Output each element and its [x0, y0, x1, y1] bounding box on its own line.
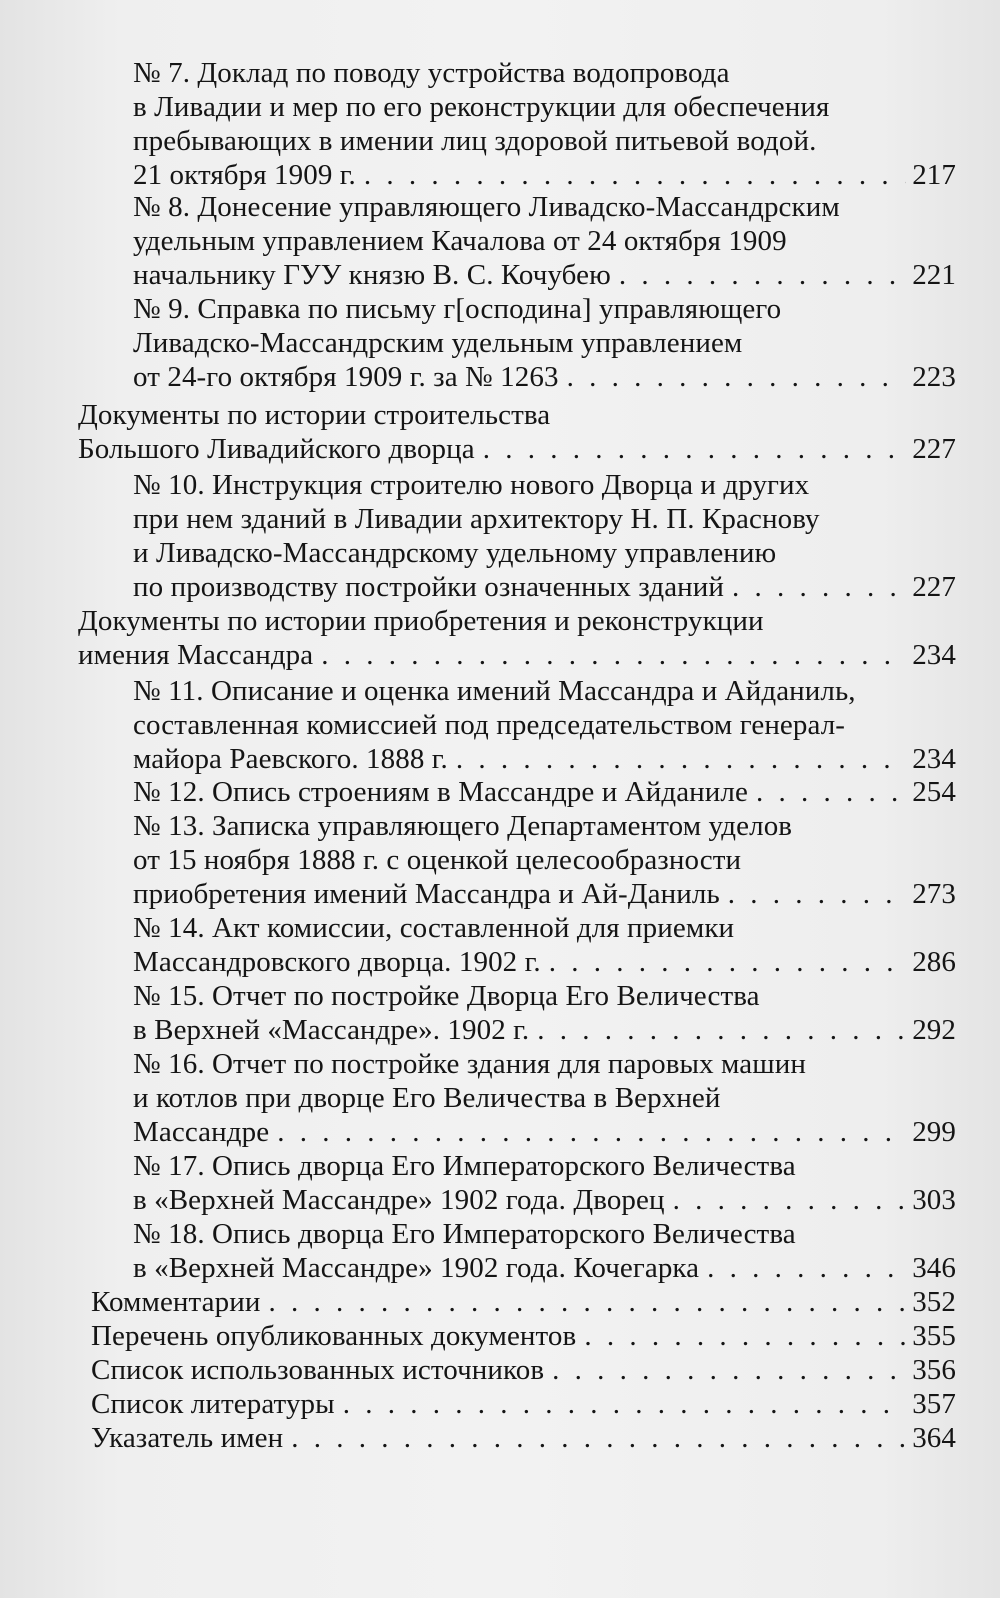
toc-entry-last-line: [133, 570, 956, 604]
toc-entry-literature[interactable]: [91, 1387, 956, 1421]
dot-leader: [364, 158, 906, 192]
toc-entry-last-line: [133, 945, 956, 979]
toc-entry-last-line: [133, 360, 956, 394]
page-number: 352: [912, 1286, 956, 1318]
dot-leader: [291, 1421, 906, 1455]
toc-entry-last-line: [91, 1353, 956, 1387]
toc-entry-text: № 17. Опись дворца Его Императорского Величества: [133, 1150, 796, 1182]
toc-entry-text: по производству постройки означенных зданий: [133, 571, 725, 603]
toc-entry-last-line: [78, 432, 956, 466]
toc-entry-text: Ливадско-Массандрским удельным управлением: [133, 327, 743, 359]
dot-leader: [456, 742, 906, 776]
page-number: 234: [912, 743, 956, 775]
toc-entry-text: № 12. Опись строениям в Массандре и Айданиле: [133, 776, 748, 808]
toc-entry-text: в Ливадии и мер по его реконструкции для обеспечения: [133, 91, 830, 123]
toc-entry-text: Указатель имен: [91, 1422, 284, 1454]
toc-entry-last-line: [133, 742, 956, 776]
toc-entry-text: составленная комиссией под председательством генерал-: [133, 709, 846, 741]
toc-section-livadia-palace[interactable]: [78, 398, 956, 466]
page-number: 356: [912, 1354, 956, 1386]
page-number: 234: [912, 639, 956, 671]
toc-entry-text: № 9. Справка по письму г[осподина] управляющего: [133, 293, 782, 325]
dot-leader: [268, 1285, 906, 1319]
toc-entry-text: № 8. Донесение управляющего Ливадско-Массандрским: [133, 191, 840, 223]
page-number: 286: [912, 946, 956, 978]
dot-leader: [584, 1319, 906, 1353]
dot-leader: [549, 945, 906, 979]
toc-entry-text: № 14. Акт комиссии, составленной для приемки: [133, 912, 735, 944]
toc-entry-last-line: [91, 1387, 956, 1421]
dot-leader: [707, 1251, 906, 1285]
toc-entry-doc-7[interactable]: [133, 56, 956, 192]
toc-entry-text: Документы по истории приобретения и реконструкции: [78, 605, 764, 637]
toc-entry-doc-18[interactable]: [133, 1217, 956, 1285]
toc-entry-text: Список литературы: [91, 1388, 335, 1420]
toc-section-massandra[interactable]: [78, 604, 956, 672]
dot-leader: [321, 638, 906, 672]
page-number: 227: [912, 571, 956, 603]
page-number: 299: [912, 1116, 956, 1148]
toc-entry-last-line: [133, 1013, 956, 1047]
toc-entry-comments[interactable]: [91, 1285, 956, 1319]
page-number: 223: [912, 361, 956, 393]
toc-entry-last-line: [78, 638, 956, 672]
toc-entry-doc-10[interactable]: [133, 468, 956, 604]
toc-entry-last-line: [91, 1285, 956, 1319]
toc-entry-published-documents[interactable]: [91, 1319, 956, 1353]
page-number: 292: [912, 1014, 956, 1046]
toc-entry-last-line: [133, 1183, 956, 1217]
toc-entry-last-line: [133, 258, 956, 292]
page-number: 273: [912, 878, 956, 910]
toc-entry-doc-14[interactable]: [133, 911, 956, 979]
dot-leader: [732, 570, 906, 604]
toc-entry-text: от 15 ноября 1888 г. с оценкой целесообразности: [133, 844, 742, 876]
toc-entry-sources[interactable]: [91, 1353, 956, 1387]
toc-entry-last-line: [91, 1319, 956, 1353]
toc-entry-doc-17[interactable]: [133, 1149, 956, 1217]
toc-entry-text: пребывающих в имении лиц здоровой питьевой водой.: [133, 125, 817, 157]
toc-entry-text: Массандре: [133, 1116, 270, 1148]
toc-entry-last-line: [133, 775, 956, 809]
page-number: 303: [912, 1184, 956, 1216]
toc-entry-last-line: [133, 877, 956, 911]
toc-entry-text: № 13. Записка управляющего Департаментом уделов: [133, 810, 793, 842]
toc-entry-text: в «Верхней Массандре» 1902 года. Дворец: [133, 1184, 665, 1216]
dot-leader: [756, 775, 906, 809]
toc-entry-last-line: [91, 1421, 956, 1455]
toc-entry-text: в Верхней «Массандре». 1902 г.: [133, 1014, 530, 1046]
page-number: 221: [912, 259, 956, 291]
toc-entry-text: в «Верхней Массандре» 1902 года. Кочегарка: [133, 1252, 700, 1284]
toc-entry-doc-8[interactable]: [133, 190, 956, 292]
dot-leader: [619, 258, 906, 292]
toc-entry-text: майора Раевского. 1888 г.: [133, 743, 448, 775]
toc-entry-last-line: [133, 1115, 956, 1149]
toc-entry-text: начальнику ГУУ князю В. С. Кочубею: [133, 259, 611, 291]
toc-entry-text: удельным управлением Качалова от 24 октября 1909: [133, 225, 787, 257]
dot-leader: [728, 877, 906, 911]
toc-entry-text: № 10. Инструкция строителю нового Дворца и других: [133, 469, 810, 501]
toc-entry-text: № 15. Отчет по постройке Дворца Его Величества: [133, 980, 760, 1012]
toc-entry-doc-13[interactable]: [133, 809, 956, 911]
toc-entry-text: приобретения имений Массандра и Ай-Даниль: [133, 878, 720, 910]
page-number: 355: [912, 1320, 956, 1352]
toc-entry-text: № 18. Опись дворца Его Императорского Величества: [133, 1218, 796, 1250]
toc-entry-text: Документы по истории строительства: [78, 399, 551, 431]
toc-entry-last-line: [133, 158, 956, 192]
toc-entry-doc-12[interactable]: [133, 775, 956, 809]
toc-entry-text: при нем зданий в Ливадии архитектору Н. П. Краснову: [133, 503, 820, 535]
toc-entry-text: 21 октября 1909 г.: [133, 159, 356, 191]
toc-entry-doc-9[interactable]: [133, 292, 956, 394]
toc-entry-doc-15[interactable]: [133, 979, 956, 1047]
toc-entry-text: от 24-го октября 1909 г. за № 1263: [133, 361, 559, 393]
page-number: 346: [912, 1252, 956, 1284]
dot-leader: [552, 1353, 906, 1387]
toc-entry-text: Большого Ливадийского дворца: [78, 433, 475, 465]
toc-entry-text: Список использованных источников: [91, 1354, 545, 1386]
toc-entry-text: Комментарии: [91, 1286, 261, 1318]
dot-leader: [673, 1183, 907, 1217]
toc-entry-text: и Ливадско-Массандрскому удельному управлению: [133, 537, 777, 569]
page-number: 254: [912, 776, 956, 808]
toc-entry-doc-11[interactable]: [133, 674, 956, 776]
page-number: 364: [912, 1422, 956, 1454]
toc-entry-text: Массандровского дворца. 1902 г.: [133, 946, 541, 978]
page-number: 217: [912, 159, 956, 191]
dot-leader: [483, 432, 906, 466]
dot-leader: [567, 360, 907, 394]
dot-leader: [277, 1115, 906, 1149]
dot-leader: [537, 1013, 906, 1047]
toc-entry-text: № 7. Доклад по поводу устройства водопровода: [133, 57, 730, 89]
page-number: 227: [912, 433, 956, 465]
toc-entry-text: Перечень опубликованных документов: [91, 1320, 577, 1352]
toc-entry-last-line: [133, 1251, 956, 1285]
dot-leader: [343, 1387, 906, 1421]
toc-entry-name-index[interactable]: [91, 1421, 956, 1455]
toc-entry-text: № 11. Описание и оценка имений Массандра и Айданиль,: [133, 675, 856, 707]
toc-entry-text: и котлов при дворце Его Величества в Верхней: [133, 1082, 721, 1114]
page-number: 357: [912, 1388, 956, 1420]
toc-entry-text: имения Массандра: [78, 639, 314, 671]
toc-entry-text: № 16. Отчет по постройке здания для паровых машин: [133, 1048, 806, 1080]
toc-entry-doc-16[interactable]: [133, 1047, 956, 1149]
